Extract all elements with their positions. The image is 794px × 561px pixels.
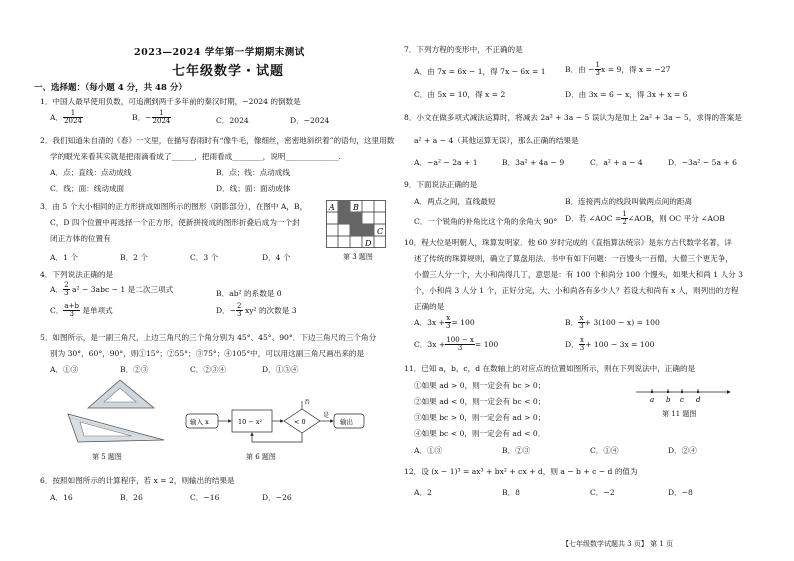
- fig3-label-d: D: [365, 239, 372, 248]
- q11-number-line: [634, 384, 734, 406]
- flow-input-label: 输入 x: [190, 418, 209, 426]
- q6-option-a: A．16: [50, 493, 73, 502]
- q3-line2: C，D 四个位置中再选择一个正方形，使新拼接成的图形折叠后成为一个封: [50, 218, 300, 227]
- q6-caption: 第 6 题图: [246, 453, 276, 461]
- q11-statement-4: ④如果 bc < 0，则一定会有 ad < 0．: [414, 429, 546, 438]
- q4-option-d: D．− $\frac{2}{3}$ xy² 的次数是 3: [216, 302, 297, 319]
- q7-stem: 7．下列方程的变形中，不正确的是: [404, 45, 523, 54]
- q8-option-a: A．−a² − 2a + 1: [414, 158, 478, 167]
- q5-line1: 5．如图所示，是一副三角尺，上边三角尺的三个角分别为 45°、45°、90°．下边三角尺的三个角分: [40, 333, 377, 342]
- q7-option-c: C．由 5x = 10，得 x = 2: [414, 90, 506, 99]
- q12-option-b: B．8: [502, 488, 521, 497]
- fig3-label-c: C: [377, 227, 384, 236]
- axis-label-d: d: [696, 396, 701, 404]
- q10-option-d: D． $\frac{x}{3}$ + 100 − 3x = 100: [565, 336, 655, 353]
- q4-stem: 4．下列说法正确的是: [40, 270, 114, 279]
- fraction: $\frac{a+b}{3}$: [64, 302, 79, 319]
- q9-option-a: A．两点之间，直线最短: [414, 197, 496, 206]
- q2-option-d: D．线；面：面动成体: [216, 184, 291, 193]
- flow-yes-label: 是: [323, 412, 330, 419]
- fraction: $\frac{x}{3}$: [445, 314, 451, 331]
- q10-option-b: B． $\frac{x}{3}$ + 3(100 − x) = 100: [565, 314, 660, 331]
- q7-option-a: A．由 7x = 6x − 1，得 7x − 6x = 1: [414, 67, 546, 76]
- axis-label-c: c: [680, 396, 684, 404]
- q8-option-c: C．a² + a − 4: [590, 158, 643, 167]
- q9-option-b: B．连接两点的线段叫做两点间的距离: [565, 197, 693, 206]
- fig3-label-b: B: [353, 203, 359, 212]
- q9-stem: 9．下面说法正确的是: [404, 180, 478, 189]
- q3-option-b: B．2 个: [120, 253, 149, 262]
- q5-figure-set-squares: [60, 378, 170, 448]
- q7-option-b: B．由 − $\frac{1}{3}$ x = 9，得 x = −27: [565, 61, 671, 78]
- q2-option-c: C．线；面：线动成面: [50, 184, 125, 193]
- exam-subtitle: 七年级数学・试题: [172, 64, 285, 79]
- flow-no-label: 否: [304, 399, 311, 406]
- q8-line2: a² + a − 4（其他运算无误），那么正确的结果是: [414, 136, 579, 145]
- page-footer: 【七年级数学试题共 3 页】 第 1 页: [562, 540, 674, 548]
- flow-cond-label: < 0: [294, 418, 306, 426]
- q12-option-a: A．2: [414, 488, 432, 497]
- q5-line2: 别为 30°，60°，90°，则①15°；②55°；③75°；④105°中，可以用这副三角尺画出来的是: [50, 349, 365, 358]
- q11-statement-1: ①如果 ad > 0，则一定会有 bc > 0；: [414, 381, 546, 390]
- q5-caption: 第 5 题图: [92, 453, 122, 461]
- fraction: $\frac{1}{2024}$: [152, 109, 171, 126]
- fraction: $\frac{1}{3}$: [595, 61, 601, 78]
- q8-line1: 8．小文在做多项式减法运算时，将减去 2a² + 3a − 5 误认为是加上 2a² + 3a − 5，求得的答案是: [404, 113, 742, 122]
- q9-option-d: D．若 ∠AOC = $\frac{1}{2}$ ∠AOB，则 OC 平分 ∠AOB: [565, 210, 725, 227]
- section-heading: 一、选择题：（每小题 4 分，共 48 分）: [34, 83, 187, 93]
- q2-line1: 2．我们知道朱自清的《春》一文里，在描写春雨时有“像牛毛，像细丝，密密地斜织着”的语句，这里用数: [40, 136, 395, 145]
- q11-option-d: D．②④: [668, 446, 697, 455]
- q1-stem: 1．中国人最早使用负数，可追溯到两千多年前的秦汉时期，−2024 的倒数是: [40, 97, 301, 106]
- q3-option-a: A．1 个: [50, 253, 78, 262]
- q8-option-b: B．3a² + 4a − 9: [502, 158, 565, 167]
- q8-option-d: D．−3a² − 5a + 6: [668, 158, 738, 167]
- fraction: $\frac{2}{3}$: [64, 281, 69, 298]
- set-square-30-60: [68, 414, 164, 442]
- q3-option-d: D．4 个: [262, 253, 291, 262]
- q5-option-a: A．①③: [50, 365, 79, 374]
- flow-calc-label: 10 − x²: [238, 418, 263, 426]
- q11-statement-2: ②如果 ad < 0，则一定会有 bc < 0；: [414, 397, 546, 406]
- q1-option-c: C．2024: [216, 116, 249, 125]
- fraction: $\frac{1}{2024}$: [64, 109, 82, 126]
- q6-stem: 6．按照如图所示的计算程序，若 x = 2，则输出的结果是: [40, 476, 235, 485]
- q10-option-a: A．3x + $\frac{x}{3}$ = 100: [414, 314, 475, 331]
- q2-line2: 学的眼光来看其实就是把雨滴看成了______，把雨看成________，说明______________.: [50, 152, 341, 161]
- fraction: $\frac{100 - x}{3}$: [446, 336, 474, 353]
- q4-option-b: B．ab² 的系数是 0: [216, 289, 282, 298]
- flow-output-label: 输出: [340, 418, 353, 426]
- q12-option-c: C．−2: [590, 488, 615, 497]
- q10-line2: 述了传统的珠算规则，确立了算盘用法．书中有如下问题：一百馒头一百僧，大僧三个更无争，: [414, 254, 733, 263]
- set-square-45: [88, 380, 154, 408]
- q2-option-a: A．点；直线：点动成线: [50, 168, 132, 177]
- q6-option-d: D．−26: [262, 493, 292, 502]
- q6-flowchart: [180, 396, 370, 448]
- q1-option-b: B．− $\frac{1}{2024}$: [132, 109, 171, 126]
- q11-option-a: A．①③: [414, 446, 443, 455]
- fraction: $\frac{1}{2}$: [622, 210, 627, 227]
- q2-option-b: B．点；线：点动成线: [216, 168, 290, 177]
- q11-caption: 第 11 题图: [662, 410, 697, 418]
- q5-option-d: D．①③④: [262, 365, 299, 374]
- q11-option-c: C．①④: [590, 446, 619, 455]
- exam-title: 2023—2024 学年第一学期期末测试: [134, 47, 305, 58]
- q7-option-d: D．由 3x = 6 − x，得 3x + x = 6: [565, 90, 688, 99]
- q12-option-d: D．−8: [668, 488, 693, 497]
- q9-option-c: C．一个锐角的补角比这个角的余角大 90°: [414, 217, 558, 226]
- q3-line3: 闭正方体的位置有: [50, 234, 111, 243]
- fraction: $\frac{2}{3}$: [237, 302, 242, 319]
- q11-statement-3: ③如果 bc > 0，则一定会有 ad > 0；: [414, 413, 546, 422]
- q1-option-d: D．−2024: [290, 116, 330, 125]
- q11-option-b: B．②③: [502, 446, 531, 455]
- q1-option-a: A． $\frac{1}{2024}$: [50, 109, 82, 126]
- q6-option-c: C．−16: [190, 493, 220, 502]
- q6-option-b: B．26: [120, 493, 143, 502]
- q12-stem: 12．设 (x − 1)³ = ax³ + bx² + cx + d，则 a − b + c − d 的值为: [404, 467, 638, 476]
- q10-line5: 正确的是: [414, 302, 445, 311]
- q3-line1: 3．由 5 个大小相同的正方形拼成如图所示的图形（阴影部分），在图中 A，B，: [40, 202, 308, 211]
- q5-option-b: B．②③: [120, 365, 149, 374]
- fraction: $\frac{x}{3}$: [579, 336, 585, 353]
- q10-line3: 小僧三人分一个，大小和尚得几丁，意思是：有 100 个和尚分 100 个馒头，如果大和尚 1 人分 3: [414, 270, 743, 279]
- fraction: $\frac{x}{3}$: [579, 314, 584, 331]
- q3-figure: [326, 200, 386, 248]
- fig3-label-a: A: [329, 203, 335, 212]
- q5-option-c: C．②③④: [190, 365, 227, 374]
- q4-option-c: C． $\frac{a+b}{3}$ 是单项式: [50, 302, 113, 319]
- q4-option-a: A． $\frac{2}{3}$ a² − 3abc − 1 是二次三项式: [50, 281, 174, 298]
- q11-stem: 11．已知 a，b，c，d 在数轴上的对应点的位置如图所示，则在下列说法中，正确的是: [404, 364, 696, 373]
- axis-label-b: b: [666, 396, 671, 404]
- q10-line1: 10．程大位是明朝人，珠算发明家．他 60 岁时完成的《直指算法统宗》是东方古代数学名著，详: [404, 238, 732, 247]
- q3-option-c: C．3 个: [190, 253, 219, 262]
- axis-label-a: a: [650, 396, 655, 404]
- q10-line4: 个，小和尚 3 人分 1 个，正好分完，大、小和尚各有多少人？若设大和尚有 x 人，则列出的方程: [414, 286, 739, 295]
- q3-caption: 第 3 题图: [343, 253, 373, 261]
- q10-option-c: C．3x + $\frac{100 - x}{3}$ = 100: [414, 336, 499, 353]
